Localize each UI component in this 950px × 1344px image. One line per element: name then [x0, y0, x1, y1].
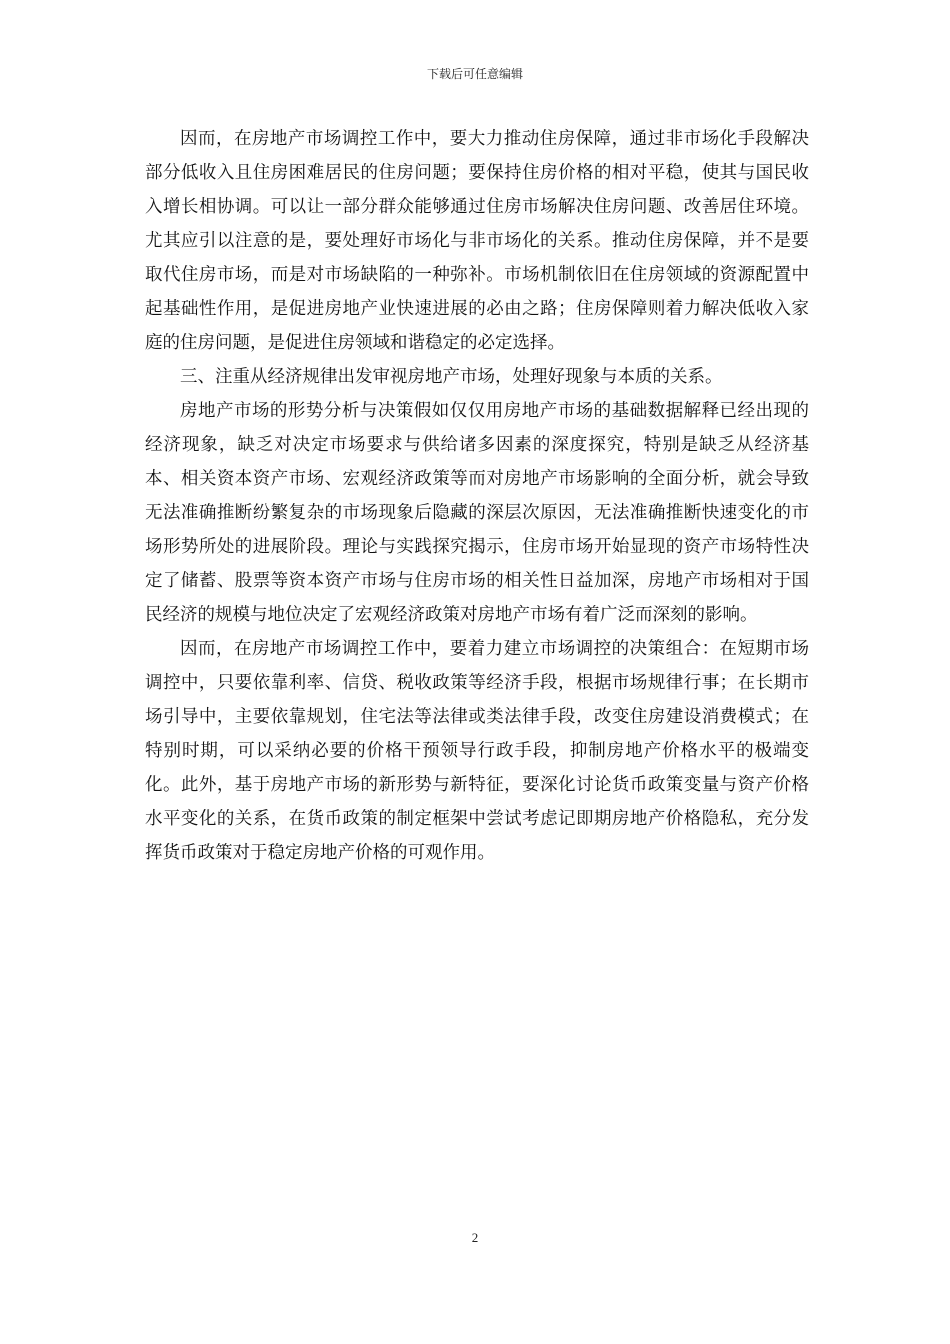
paragraph-policy-combination: 因而，在房地产市场调控工作中，要着力建立市场调控的决策组合：在短期市场调控中，只要依靠利率、信贷、税收政策等经济手段，根据市场规律行事；在长期市场引导中，主要依靠规划，住宅法等法律或类法律手段，改变住房建设消费模式；在特别时期，可以采纳必要的价格干预领导行政手段，抑制房地产价格水平的极端变化。此外，基于房地产市场的新形势与新特征，要深化讨论货币政策变量与资产价格水平变化的关系，在货币政策的制定框架中尝试考虑记即期房地产价格隐私，充分发挥货币政策对于稳定房地产价格的可观作用。 — [145, 639, 809, 863]
paragraph-housing-security: 因而，在房地产市场调控工作中，要大力推动住房保障，通过非市场化手段解决部分低收入且住房困难居民的住房问题；要保持住房价格的相对平稳，使其与国民收入增长相协调。可以让一部分群众能够通过住房市场解决住房问题、改善居住环境。尤其应引以注意的是，要处理好市场化与非市场化的关系。推动住房保障，并不是要取代住房市场，而是对市场缺陷的一种弥补。市场机制依旧在住房领域的资源配置中起基础性作用，是促进房地产业快速进展的必由之路；住房保障则着力解决低收入家庭的住房问题，是促进住房领域和谐稳定的必定选择。 — [145, 129, 809, 353]
document-body — [145, 122, 809, 870]
paragraph-market-analysis: 房地产市场的形势分析与决策假如仅仅用房地产市场的基础数据解释已经出现的经济现象，缺乏对决定市场要求与供给诸多因素的深度探究，特别是缺乏从经济基本、相关资本资产市场、宏观经济政策等而对房地产市场影响的全面分析，就会导致无法准确推断纷繁复杂的市场现象后隐藏的深层次原因，无法准确推断快速变化的市场形势所处的进展阶段。理论与实践探究揭示，住房市场开始显现的资产市场特性决定了储蓄、股票等资本资产市场与住房市场的相关性日益加深，房地产市场相对于国民经济的规模与地位决定了宏观经济政策对房地产市场有着广泛而深刻的影响。 — [145, 401, 809, 625]
section-heading-three: 三、注重从经济规律出发审视房地产市场，处理好现象与本质的关系。 — [180, 367, 723, 387]
page-header: 下载后可任意编辑 — [426, 67, 523, 81]
page-number: 2 — [471, 1230, 479, 1245]
